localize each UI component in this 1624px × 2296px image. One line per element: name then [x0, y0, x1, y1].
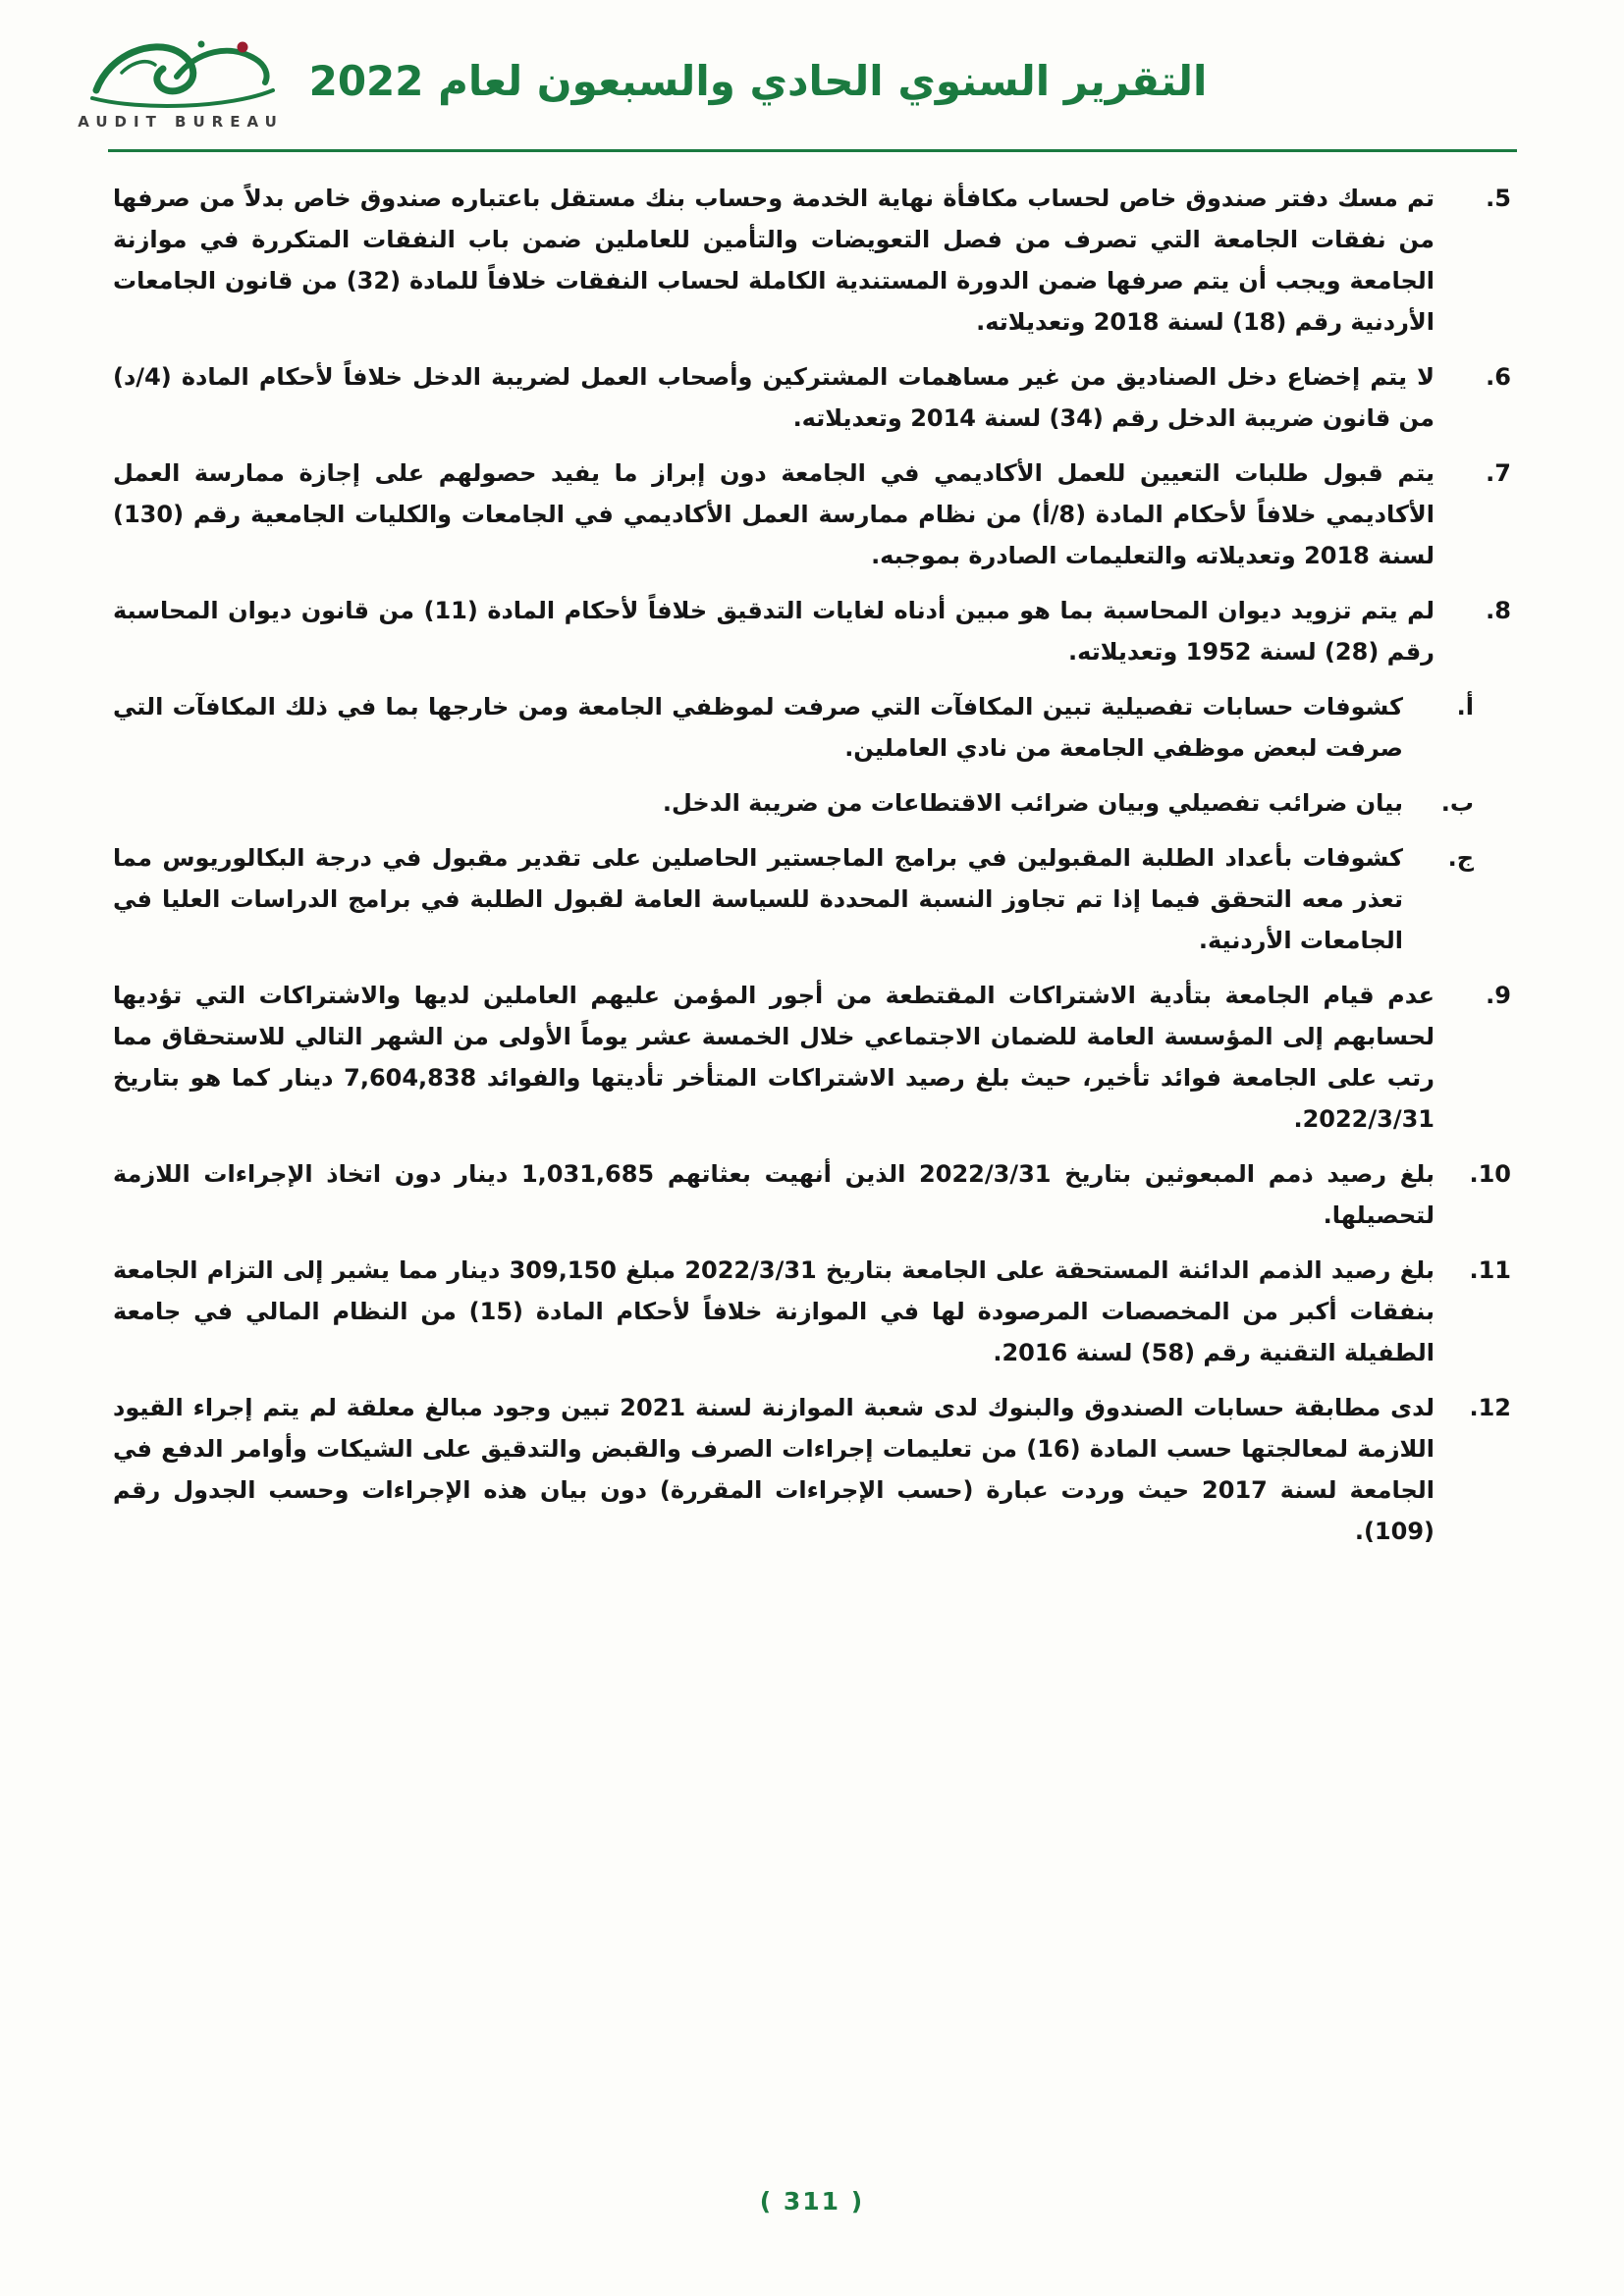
list-item: [113, 1153, 1511, 1236]
item-text: تم مسك دفتر صندوق خاص لحساب مكافأة نهاية الخدمة وحساب بنك مستقل باعتباره صندوق خاص بدلاً من صرفها من نفقات الجامعة التي تصرف من فصل التعويضات والتأمين للعاملين ضمن باب النفقات المتكررة في موازنة الجامعة ويجب أن يتم صرفها ضمن الدورة المستندية الكاملة لحساب النفقات خلافاً للمادة (32) من قانون الجامعات الأردنية رقم (18) لسنة 2018 وتعديلاته.: [113, 185, 1435, 336]
item-text: بلغ رصيد ذمم المبعوثين بتاريخ 2022/3/31 الذين أنهيت بعثاتهم 1,031,685 دينار دون اتخاذ الإجراءات اللازمة لتحصيلها.: [113, 1160, 1435, 1229]
sub-item-text: بيان ضرائب تفصيلي وبيان ضرائب الاقتطاعات من ضريبة الدخل.: [662, 789, 1403, 817]
audit-bureau-logo: [77, 33, 285, 131]
sub-item-letter: ب.: [1440, 789, 1474, 817]
report-title: التقرير السنوي الحادي والسبعون لعام 2022: [308, 57, 1208, 105]
item-text: لا يتم إخضاع دخل الصناديق من غير مساهمات المشتركين وأصحاب العمل لضريبة الدخل خلافاً لأحكام المادة (4/د) من قانون ضريبة الدخل رقم (34) لسنة 2014 وتعديلاته.: [113, 363, 1435, 432]
list-item: [113, 975, 1511, 1140]
page-number: ( 311 ): [759, 2187, 865, 2216]
item-text: يتم قبول طلبات التعيين للعمل الأكاديمي في الجامعة دون إبراز ما يفيد حصولهم على إجازة ممارسة العمل الأكاديمي خلافاً لأحكام المادة (8/أ) من نظام ممارسة العمل الأكاديمي في الجامعات والكليات الجامعية رقم (130) لسنة 2018 وتعديلاته والتعليمات الصادرة بموجبه.: [113, 459, 1435, 569]
item-number: 5.: [1486, 185, 1511, 212]
sub-list-item: [113, 782, 1474, 824]
item-number: 11.: [1469, 1256, 1511, 1284]
item-text: بلغ رصيد الذمم الدائنة المستحقة على الجامعة بتاريخ 2022/3/31 مبلغ 309,150 دينار مما يشير إلى التزام الجامعة بنفقات أكبر من المخصصات المرصودة لها في الموازنة خلافاً لأحكام المادة (15) من النظام المالي في جامعة الطفيلة التقنية رقم (58) لسنة 2016.: [113, 1256, 1435, 1366]
sub-item-letter: ج.: [1447, 844, 1474, 872]
sub-item-text: كشوفات حسابات تفصيلية تبين المكافآت التي صرفت لموظفي الجامعة ومن خارجها بما في ذلك المكافآت التي صرفت لبعض موظفي الجامعة من نادي العاملين.: [113, 693, 1403, 762]
item-number: 9.: [1486, 982, 1511, 1009]
page-header: [0, 0, 1624, 149]
item-number: 7.: [1486, 459, 1511, 487]
item-number: 10.: [1469, 1160, 1511, 1188]
item-number: 12.: [1469, 1394, 1511, 1421]
item-text: عدم قيام الجامعة بتأدية الاشتراكات المقتطعة من أجور المؤمن عليهم العاملين لديها والاشتراكات التي تؤديها لحسابهم إلى المؤسسة العامة للضمان الاجتماعي خلال الخمسة عشر يوماً الأولى من الشهر التالي للاستحقاق مما رتب على الجامعة فوائد تأخير، حيث بلغ رصيد الاشتراكات المتأخر تأديتها والفوائد 7,604,838 دينار كما هو بتاريخ 2022/3/31.: [113, 982, 1435, 1133]
list-item: [113, 453, 1511, 576]
header-divider: [108, 149, 1517, 152]
audit-bureau-emblem-icon: [82, 33, 279, 110]
item-text: لدى مطابقة حسابات الصندوق والبنوك لدى شعبة الموازنة لسنة 2021 تبين وجود مبالغ معلقة لم يتم إجراء القيود اللازمة لمعالجتها حسب المادة (16) من تعليمات إجراءات الصرف والقبض والتدقيق على الشيكات وأوامر الدفع في الجامعة لسنة 2017 حيث وردت عبارة (حسب الإجراءات المقررة) دون بيان هذه الإجراءات وحسب الجدول رقم (109).: [113, 1394, 1435, 1545]
list-item: [113, 1250, 1511, 1373]
item-text: لم يتم تزويد ديوان المحاسبة بما هو مبين أدناه لغايات التدقيق خلافاً لأحكام المادة (11) من قانون ديوان المحاسبة رقم (28) لسنة 1952 وتعديلاته.: [113, 597, 1435, 666]
logo-caption: AUDIT BUREAU: [78, 113, 284, 131]
item-number: 6.: [1486, 363, 1511, 391]
item-number: 8.: [1486, 597, 1511, 624]
list-item: [113, 1387, 1511, 1552]
list-item: [113, 590, 1511, 672]
list-item: [113, 178, 1511, 343]
sub-item-letter: أ.: [1456, 693, 1474, 721]
sub-list-item: [113, 837, 1474, 961]
report-body: [113, 178, 1511, 1552]
sub-item-text: كشوفات بأعداد الطلبة المقبولين في برامج الماجستير الحاصلين على تقدير مقبول في درجة البكالوريوس مما تعذر معه التحقق فيما إذا تم تجاوز النسبة المحددة للسياسة العامة لقبول الطلبة في برامج الدراسات العليا في الجامعات الأردنية.: [113, 844, 1403, 954]
sub-list-item: [113, 686, 1474, 769]
list-item: [113, 356, 1511, 439]
